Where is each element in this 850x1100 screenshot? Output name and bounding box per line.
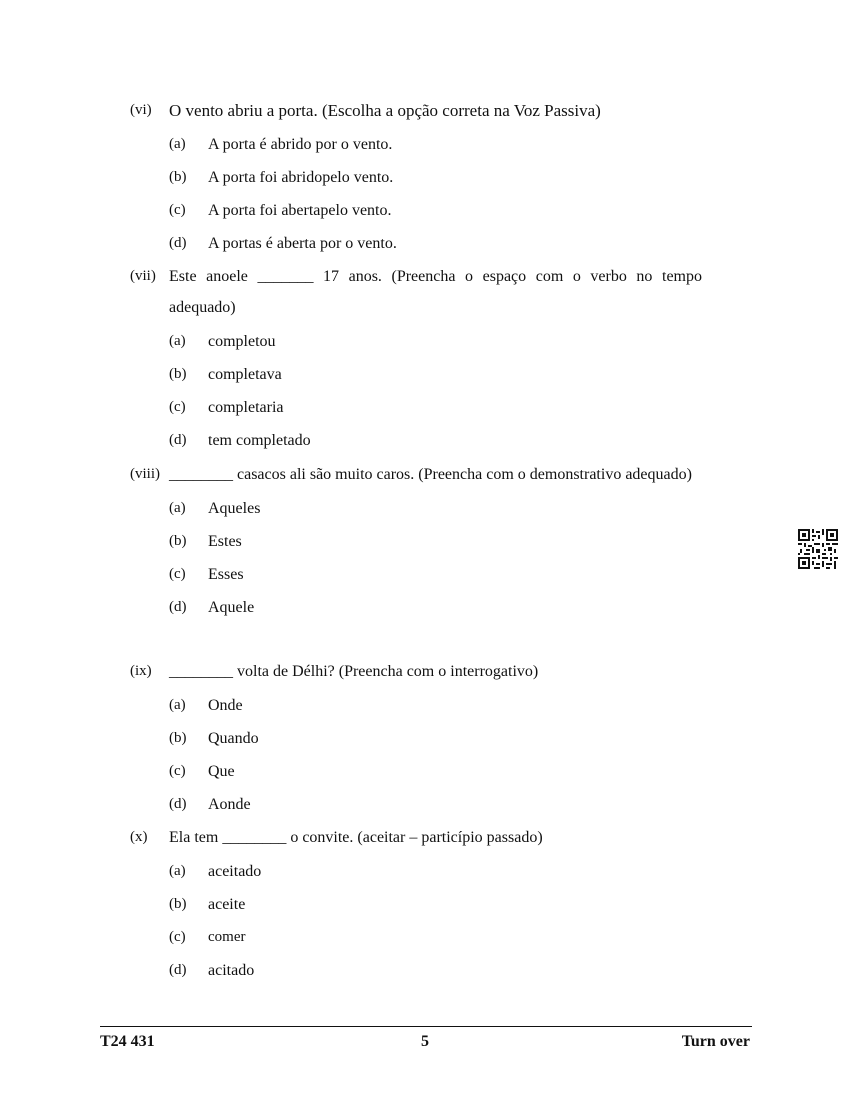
option-text: Esses (208, 566, 244, 583)
option-item (169, 525, 702, 558)
option-label: (a) (169, 863, 186, 879)
option-label: (d) (169, 599, 187, 615)
paper-code: T24 431 (100, 1033, 155, 1050)
option-item (169, 227, 702, 260)
option-text: Que (208, 763, 235, 780)
option-text: Estes (208, 533, 242, 550)
option-item (169, 358, 702, 391)
option-label: (c) (169, 929, 186, 945)
qr-code-icon (798, 529, 838, 569)
option-item (169, 128, 702, 161)
option-label: (a) (169, 500, 186, 516)
question-x (130, 822, 702, 987)
option-label: (d) (169, 962, 187, 978)
question-vii (130, 261, 702, 457)
option-list (169, 492, 702, 624)
option-item (169, 888, 702, 921)
option-text: Aqueles (208, 500, 261, 517)
option-item (169, 689, 702, 722)
option-label: (a) (169, 333, 186, 349)
option-text: acitado (208, 962, 255, 979)
option-item (169, 722, 702, 755)
option-text: Quando (208, 730, 259, 747)
option-text: completava (208, 366, 282, 383)
option-text: A porta foi abridopelo vento. (208, 169, 394, 186)
option-list (169, 689, 702, 821)
option-label: (b) (169, 533, 187, 549)
option-label: (d) (169, 235, 187, 251)
question-text: Ela tem ________ o convite. (aceitar – particípio passado) (169, 829, 543, 846)
option-text: A porta é abrido por o vento. (208, 136, 393, 153)
question-vi (130, 95, 702, 260)
option-list (169, 128, 702, 260)
question-text: ________ volta de Délhi? (Preencha com o interrogativo) (169, 663, 539, 680)
option-label: (a) (169, 136, 186, 152)
option-text: completou (208, 333, 276, 350)
option-text: Onde (208, 697, 243, 714)
option-label: (d) (169, 796, 187, 812)
option-label: (d) (169, 432, 187, 448)
question-number: (x) (130, 829, 148, 845)
page-number: 5 (421, 1033, 429, 1050)
option-item (169, 424, 702, 457)
option-item (169, 788, 702, 821)
footer-divider (100, 1026, 752, 1027)
question-viii (130, 459, 702, 624)
option-text: aceite (208, 896, 246, 913)
question-text: Este anoele _______ 17 anos. (Preencha o espaço com o verbo no tempo adequado) (169, 268, 702, 316)
option-list (169, 325, 702, 457)
option-text: A portas é aberta por o vento. (208, 235, 397, 252)
question-number: (vi) (130, 102, 152, 118)
question-text: O vento abriu a porta. (Escolha a opção correta na Voz Passiva) (169, 101, 601, 120)
option-item (169, 325, 702, 358)
option-label: (c) (169, 763, 186, 779)
option-label: (c) (169, 202, 186, 218)
option-text: Aonde (208, 796, 251, 813)
question-number: (vii) (130, 268, 156, 284)
option-label: (c) (169, 566, 186, 582)
option-item (169, 161, 702, 194)
option-label: (b) (169, 169, 187, 185)
option-item (169, 921, 702, 954)
option-item (169, 391, 702, 424)
option-text: completaria (208, 399, 284, 416)
option-text: Aquele (208, 599, 255, 616)
option-item (169, 591, 702, 624)
option-text: aceitado (208, 863, 262, 880)
option-label: (b) (169, 730, 187, 746)
option-list (169, 855, 702, 987)
option-item (169, 492, 702, 525)
question-number: (viii) (130, 466, 160, 482)
option-item (169, 194, 702, 227)
option-label: (a) (169, 697, 186, 713)
option-text: tem completado (208, 432, 311, 449)
option-label: (b) (169, 366, 187, 382)
option-item (169, 558, 702, 591)
question-number: (ix) (130, 663, 152, 679)
option-label: (b) (169, 896, 187, 912)
option-label: (c) (169, 399, 186, 415)
option-item (169, 755, 702, 788)
question-ix (130, 656, 702, 821)
option-text: comer (208, 929, 246, 945)
question-text: ________ casacos ali são muito caros. (Preencha com o demonstrativo adequado) (169, 466, 692, 483)
option-item (169, 954, 702, 987)
option-text: A porta foi abertapelo vento. (208, 202, 392, 219)
option-item (169, 855, 702, 888)
turn-over-label: Turn over (681, 1033, 750, 1050)
